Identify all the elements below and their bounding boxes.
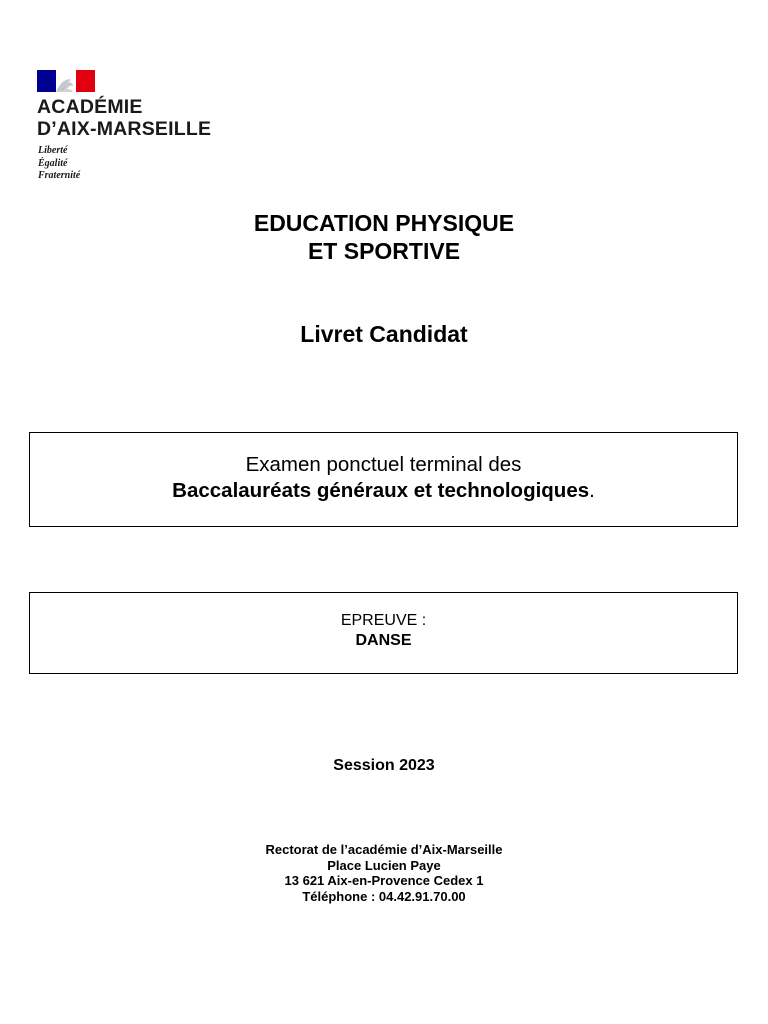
exam-type-line: Examen ponctuel terminal des xyxy=(245,453,522,476)
document-title-line1: EDUCATION PHYSIQUE xyxy=(253,210,515,236)
exam-diploma-name: Baccalauréats généraux et technologiques xyxy=(172,479,590,502)
epreuve-box xyxy=(29,592,738,674)
marianne-flag-icon xyxy=(37,70,95,92)
exam-diploma-line xyxy=(30,478,737,504)
motto-liberte: Liberté xyxy=(38,145,68,156)
session-year: Session 2023 xyxy=(333,757,435,774)
address-phone: Téléphone : 04.42.91.70.00 xyxy=(302,888,466,904)
document-subtitle: Livret Candidat xyxy=(300,321,468,347)
epreuve-label: EPREUVE : xyxy=(340,612,427,629)
motto-fraternite: Fraternité xyxy=(38,170,81,181)
republic-motto xyxy=(38,145,80,183)
address-line2: Place Lucien Paye xyxy=(327,857,441,873)
rectorat-address xyxy=(0,842,768,904)
exam-diploma-period: . xyxy=(589,479,595,502)
academy-name-line1: ACADÉMIE xyxy=(37,96,143,118)
academy-name-line2: D’AIX-MARSEILLE xyxy=(37,118,212,140)
document-title-line2: ET SPORTIVE xyxy=(307,238,461,264)
address-line3: 13 621 Aix-en-Provence Cedex 1 xyxy=(284,873,484,888)
motto-egalite: Égalité xyxy=(38,157,68,169)
address-line1: Rectorat de l’académie d’Aix-Marseille xyxy=(265,842,503,857)
exam-box xyxy=(29,432,738,527)
epreuve-value: DANSE xyxy=(355,632,412,649)
